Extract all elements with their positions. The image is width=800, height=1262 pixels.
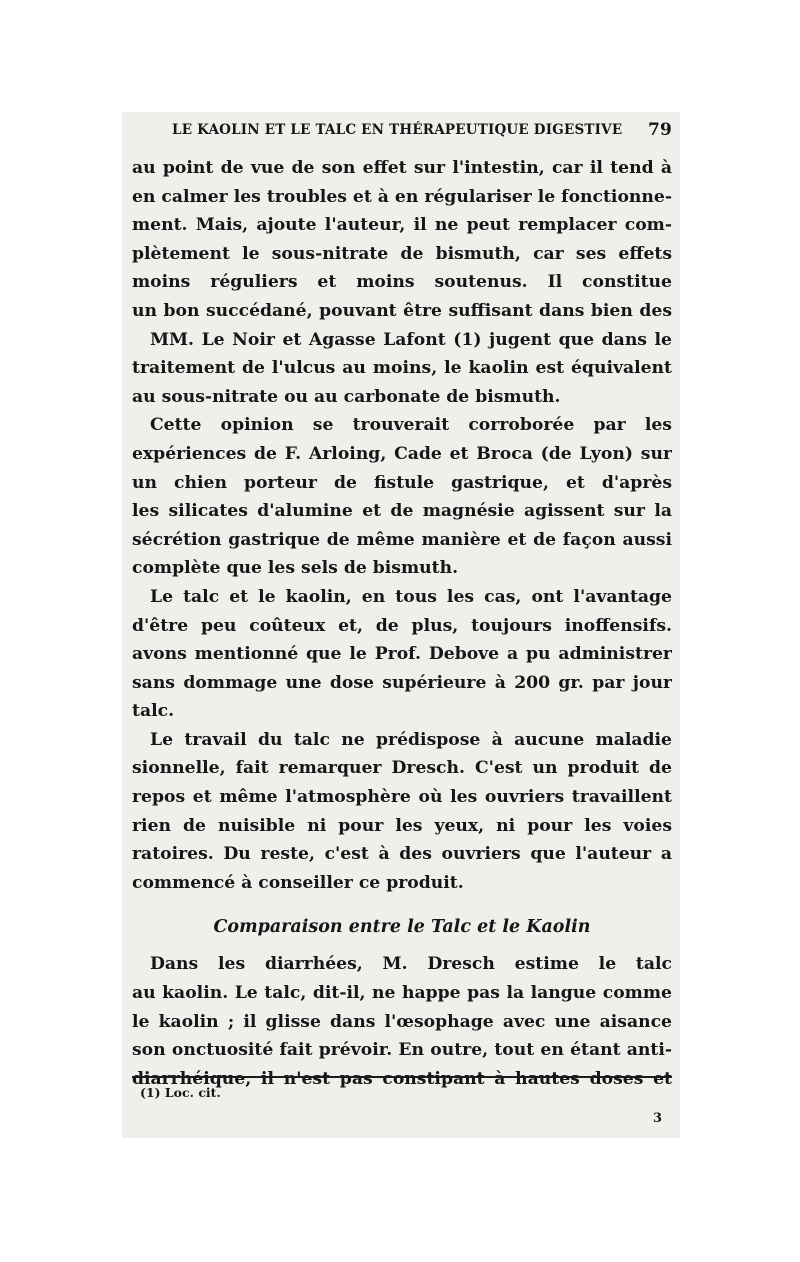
- text-line: repos et même l'atmosphère où les ouvriers travaillent: [132, 787, 672, 808]
- text-line: Le talc et le kaolin, en tous les cas, ont l'avantage: [150, 586, 672, 607]
- text-line: au kaolin. Le talc, dit-il, ne happe pas la langue comme: [132, 983, 672, 1004]
- running-header: [132, 120, 672, 142]
- text-line: Le travail du talc ne prédispose à aucune maladie: [150, 729, 672, 750]
- text-line: sionnelle, fait remarquer Dresch. C'est un produit de: [132, 758, 672, 779]
- footnote-rule: [132, 1076, 672, 1078]
- text-line: expériences de F. Arloing, Cade et Broca (de Lyon) sur: [132, 443, 672, 464]
- text-line: MM. Le Noir et Agasse Lafont (1) jugent que dans le: [150, 329, 672, 350]
- text-line: au sous-nitrate ou au carbonate de bismuth.: [132, 386, 561, 407]
- signature-mark: 3: [652, 1111, 662, 1126]
- paragraph-1: [132, 154, 672, 326]
- section-heading: Comparaison entre le Talc et le Kaolin: [213, 917, 591, 938]
- text-line: d'être peu coûteux et, de plus, toujours inoffensifs.: [132, 615, 672, 636]
- page-number: 79: [647, 120, 672, 140]
- text-line: Dans les diarrhées, M. Dresch estime le talc: [150, 954, 672, 975]
- body-text: [132, 154, 672, 1093]
- text-line: plètement le sous-nitrate de bismuth, car ses effets: [132, 243, 672, 264]
- text-line: Cette opinion se trouverait corroborée par les: [150, 415, 672, 436]
- text-line: complète que les sels de bismuth.: [132, 558, 459, 579]
- text-line: sécrétion gastrique de même manière et de façon aussi: [132, 529, 672, 550]
- text-line: moins réguliers et moins soutenus. Il constitue: [132, 272, 672, 293]
- paragraph-2: [132, 326, 672, 412]
- text-line: en calmer les troubles et à en régulariser le fonctionne-: [132, 186, 672, 207]
- text-line: ratoires. Du reste, c'est à des ouvriers que l'auteur a: [132, 844, 672, 865]
- text-line: au point de vue de son effet sur l'intestin, car il tend à: [132, 158, 672, 178]
- text-line: ment. Mais, ajoute l'auteur, il ne peut remplacer com-: [132, 215, 672, 236]
- paragraph-5: [132, 726, 672, 898]
- paragraph-3: [132, 411, 672, 583]
- text-line: un bon succédané, pouvant être suffisant dans bien des: [132, 300, 672, 321]
- text-line: sans dommage une dose supérieure à 200 gr. par jour: [132, 672, 672, 693]
- running-title: LE KAOLIN ET LE TALC EN THÉRAPEUTIQUE DIGESTIVE: [172, 122, 623, 138]
- text-line: talc.: [132, 701, 175, 722]
- text-line: un chien porteur de fistule gastrique, et d'après: [132, 472, 672, 493]
- text-line: diarrhéique, il n'est pas constipant à hautes doses et: [132, 1068, 672, 1089]
- text-line: le kaolin ; il glisse dans l'œsophage avec une aisance: [132, 1011, 672, 1032]
- text-line: son onctuosité fait prévoir. En outre, tout en étant anti-: [132, 1040, 672, 1061]
- text-line: avons mentionné que le Prof. Debove a pu administrer: [132, 644, 672, 665]
- text-line: les silicates d'alumine et de magnésie agissent sur la: [132, 501, 672, 522]
- text-line: commencé à conseiller ce produit.: [132, 872, 464, 893]
- paragraph-4: [132, 583, 672, 726]
- footnote: (1) Loc. cit.: [140, 1085, 221, 1100]
- paragraph-6: [132, 950, 672, 1093]
- text-line: traitement de l'ulcus au moins, le kaolin est équivalent: [132, 358, 672, 379]
- text-line: rien de nuisible ni pour les yeux, ni pour les voies: [132, 815, 672, 836]
